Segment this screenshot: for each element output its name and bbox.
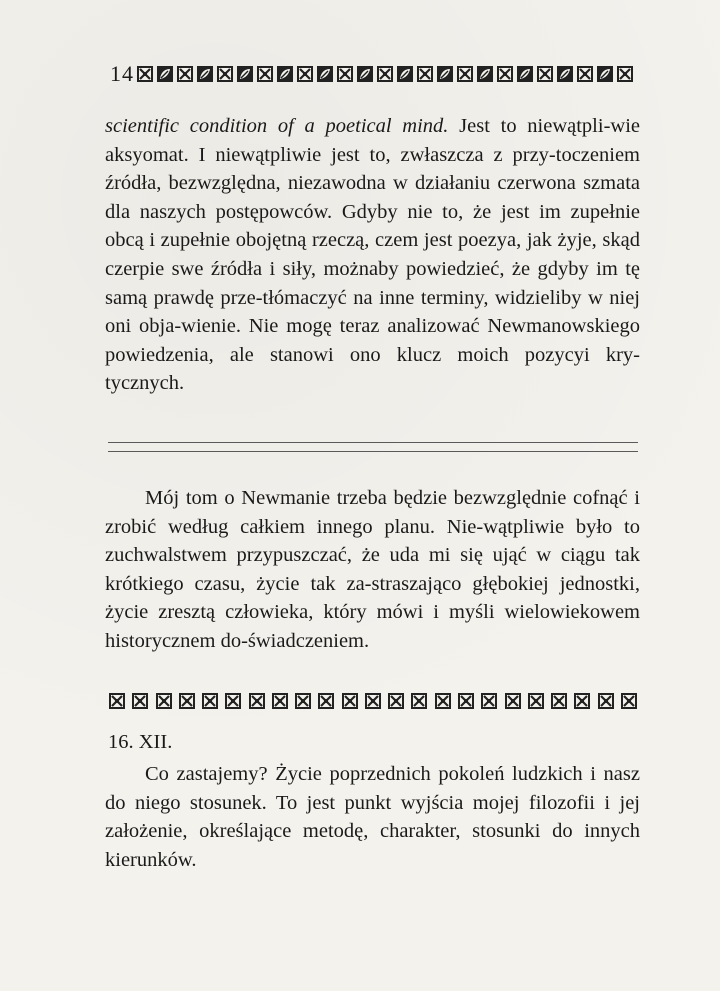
square-ornament-icon	[416, 65, 434, 83]
header-ornament-band	[136, 63, 640, 85]
leaf-ornament-icon	[556, 65, 574, 83]
square-ornament-icon	[434, 692, 452, 710]
divider-rule-bottom	[108, 451, 638, 452]
square-ornament-icon	[108, 692, 126, 710]
italic-quote: scientific condition of a poetical mind.	[105, 115, 449, 137]
square-ornament-icon	[136, 65, 154, 83]
page-number: 14	[110, 61, 134, 86]
square-ornament-icon	[550, 692, 568, 710]
square-ornament-icon	[376, 65, 394, 83]
divider-rule-top	[108, 442, 638, 443]
square-ornament-icon	[410, 692, 428, 710]
paragraph-1	[105, 112, 640, 398]
ornament-divider	[108, 690, 638, 712]
leaf-ornament-icon	[436, 65, 454, 83]
paragraph-2-text: Mój tom o Newmanie trzeba będzie bezwzględnie cofnąć i zrobić według całkiem innego planu. Nie-wątpliwie było to zuchwalstwem przypuszczać, że uda mi się ująć w ciągu tak krótkiego czasu, życie tak za-straszająco głębokiej jednostki, życie zresztą człowieka, który mówi i myśli wielowiekowem historycznem do-świadczeniem.	[105, 487, 640, 652]
square-ornament-icon	[387, 692, 405, 710]
square-ornament-icon	[597, 692, 615, 710]
paragraph-1-text: Jest to niewątpli-wie aksyomat. I niewątpliwie jest to, zwłaszcza z przy-toczeniem źródła, bezwzględna, niezawodna w działaniu czerwona szmata dla naszych postępowców. Gdyby nie to, że jest im zupełnie obcą i zupełnie obojętną rzeczą, czem jest poezya, jak żyje, skąd czerpie swe źródła i siły, możnaby powiedzieć, że gdyby im tę samą prawdę prze-tłómaczyć na inne terminy, widzieliby w niej oni obja-wienie. Nie mogę teraz analizować Newmanowskiego powiedzenia, ale stanowi ono klucz moich pozycyi kry-tycznych.	[105, 115, 641, 395]
leaf-ornament-icon	[356, 65, 374, 83]
square-ornament-icon	[527, 692, 545, 710]
square-ornament-icon	[536, 65, 554, 83]
square-ornament-icon	[620, 692, 638, 710]
leaf-ornament-icon	[276, 65, 294, 83]
square-ornament-icon	[616, 65, 634, 83]
square-ornament-icon	[364, 692, 382, 710]
paragraph-3-text: Co zastajemy? Życie poprzednich pokoleń ludzkich i nasz do niego stosunek. To jest punkt wyjścia mojej filozofii i jej założenie, określające metodę, charakter, stosunki do innych kierunków.	[105, 763, 640, 871]
square-ornament-icon	[457, 692, 475, 710]
square-ornament-icon	[256, 65, 274, 83]
square-ornament-icon	[496, 65, 514, 83]
paragraph-3	[105, 760, 640, 874]
leaf-ornament-icon	[516, 65, 534, 83]
leaf-ornament-icon	[196, 65, 214, 83]
leaf-ornament-icon	[476, 65, 494, 83]
square-ornament-icon	[576, 65, 594, 83]
square-ornament-icon	[336, 65, 354, 83]
square-ornament-icon	[317, 692, 335, 710]
square-ornament-icon	[296, 65, 314, 83]
square-ornament-icon	[294, 692, 312, 710]
leaf-ornament-icon	[316, 65, 334, 83]
square-ornament-icon	[201, 692, 219, 710]
square-ornament-icon	[216, 65, 234, 83]
square-ornament-icon	[480, 692, 498, 710]
square-ornament-icon	[224, 692, 242, 710]
paragraph-2	[105, 484, 640, 656]
leaf-ornament-icon	[596, 65, 614, 83]
square-ornament-icon	[456, 65, 474, 83]
square-ornament-icon	[176, 65, 194, 83]
square-ornament-icon	[573, 692, 591, 710]
leaf-ornament-icon	[396, 65, 414, 83]
page-header	[110, 60, 640, 88]
square-ornament-icon	[178, 692, 196, 710]
date-heading: 16. XII.	[108, 731, 173, 753]
square-ornament-icon	[248, 692, 266, 710]
square-ornament-icon	[341, 692, 359, 710]
leaf-ornament-icon	[156, 65, 174, 83]
leaf-ornament-icon	[236, 65, 254, 83]
square-ornament-icon	[155, 692, 173, 710]
square-ornament-icon	[131, 692, 149, 710]
square-ornament-icon	[504, 692, 522, 710]
square-ornament-icon	[271, 692, 289, 710]
